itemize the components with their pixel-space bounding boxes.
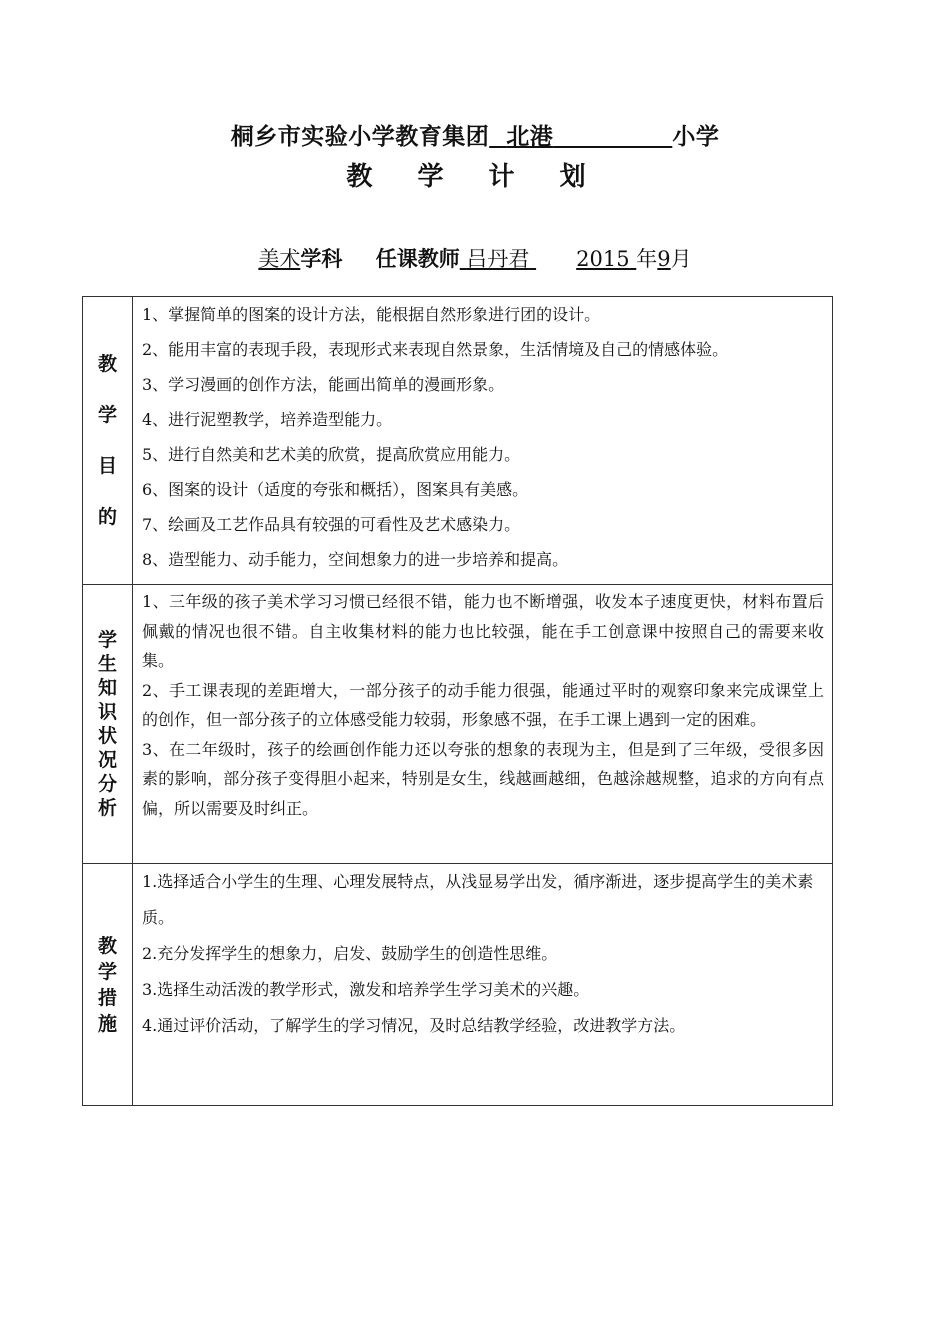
knowledge-label-char: 析 <box>97 797 117 819</box>
knowledge-item: 2、手工课表现的差距增大，一部分孩子的动手能力很强，能通过平时的观察印象来完成课堂上的创作，但一部分孩子的立体感受能力较弱，形象感不强，在手工课上遇到一定的困难。 <box>142 680 824 729</box>
year-unit: 年 <box>636 247 658 271</box>
measure-item: 1.选择适合小学生的生理、心理发展特点，从浅显易学出发，循序渐进，逐步提高学生的美术素质。 <box>142 872 814 927</box>
school-heading <box>0 118 950 151</box>
goal-item: 3、学习漫画的创作方法，能画出简单的漫画形象。 <box>142 375 505 394</box>
measures-label-char: 学 <box>97 960 117 983</box>
knowledge-label-char: 学 <box>97 629 117 651</box>
knowledge-label-char: 分 <box>97 773 117 795</box>
goal-item: 6、图案的设计（适度的夸张和概括），图案具有美感。 <box>142 480 529 499</box>
measures-label-char: 施 <box>97 1012 117 1035</box>
measures-row <box>83 864 833 1106</box>
meta-line <box>0 243 950 273</box>
subject-label: 学科 <box>300 246 343 271</box>
goal-item: 5、进行自然美和艺术美的欣赏，提高欣赏应用能力。 <box>142 445 521 464</box>
month-unit: 月 <box>670 247 692 271</box>
goal-item: 1、掌握简单的图案的设计方法，能根据自然形象进行团的设计。 <box>142 305 601 324</box>
measures-label-char: 教 <box>97 934 117 957</box>
knowledge-row <box>83 585 833 864</box>
measures-content <box>133 864 833 1106</box>
knowledge-content <box>133 585 833 864</box>
goal-item: 2、能用丰富的表现手段，表现形式来表现自然景象，生活情境及自己的情感体验。 <box>142 340 729 359</box>
measures-label <box>83 864 133 1106</box>
knowledge-label-char: 识 <box>97 701 117 723</box>
knowledge-item: 1、三年级的孩子美术学习习惯已经很不错，能力也不断增强，收发本子速度更快，材料布置后佩戴的情况也很不错。自主收集材料的能力也比较强，能在手工创意课中按照自己的需要来收集。 <box>142 592 824 670</box>
goals-label <box>83 297 133 585</box>
page-title: 教 学 计 划 <box>346 162 604 192</box>
teacher-label: 任课教师 <box>375 246 460 271</box>
goals-label-char: 目 <box>97 454 117 477</box>
goals-content <box>133 297 833 585</box>
subject-value: 美术 <box>258 247 301 271</box>
teacher-name: 吕丹君 <box>466 247 530 271</box>
goal-item: 4、进行泥塑教学，培养造型能力。 <box>142 410 393 429</box>
measure-item: 2.充分发挥学生的想象力，启发、鼓励学生的创造性思维。 <box>142 944 558 963</box>
knowledge-label <box>83 585 133 864</box>
knowledge-label-char: 状 <box>97 725 117 747</box>
knowledge-item: 3、在二年级时，孩子的绘画创作能力还以夸张的想象的表现为主，但是到了三年级，受很多因素的影响，部分孩子变得胆小起来，特别是女生，线越画越细，色越涂越规整，追求的方向有点偏，所以需要及时纠正。 <box>142 739 824 818</box>
measure-item: 3.选择生动活泼的教学形式，激发和培养学生学习美术的兴趣。 <box>142 980 590 999</box>
school-suffix: 小学 <box>672 123 720 150</box>
year-value: 2015 <box>576 247 630 271</box>
goals-label-char: 的 <box>97 505 117 528</box>
goals-label-char: 教 <box>97 352 117 375</box>
month-value: 9 <box>657 247 671 271</box>
measures-label-char: 措 <box>97 986 117 1009</box>
goals-label-char: 学 <box>97 403 117 426</box>
measure-item: 4.通过评价活动，了解学生的学习情况，及时总结教学经验，改进教学方法。 <box>142 1016 686 1035</box>
goal-item: 8、造型能力、动手能力，空间想象力的进一步培养和提高。 <box>142 550 569 569</box>
knowledge-label-char: 知 <box>97 677 117 699</box>
knowledge-label-char: 况 <box>97 749 117 771</box>
goal-item: 7、绘画及工艺作品具有较强的可看性及艺术感染力。 <box>142 515 521 534</box>
knowledge-label-char: 生 <box>97 653 117 675</box>
school-prefix: 桐乡市实验小学教育集团 <box>230 123 490 150</box>
school-branch: 北港 <box>506 123 554 150</box>
goals-row <box>83 297 833 585</box>
plan-table <box>82 296 833 1106</box>
